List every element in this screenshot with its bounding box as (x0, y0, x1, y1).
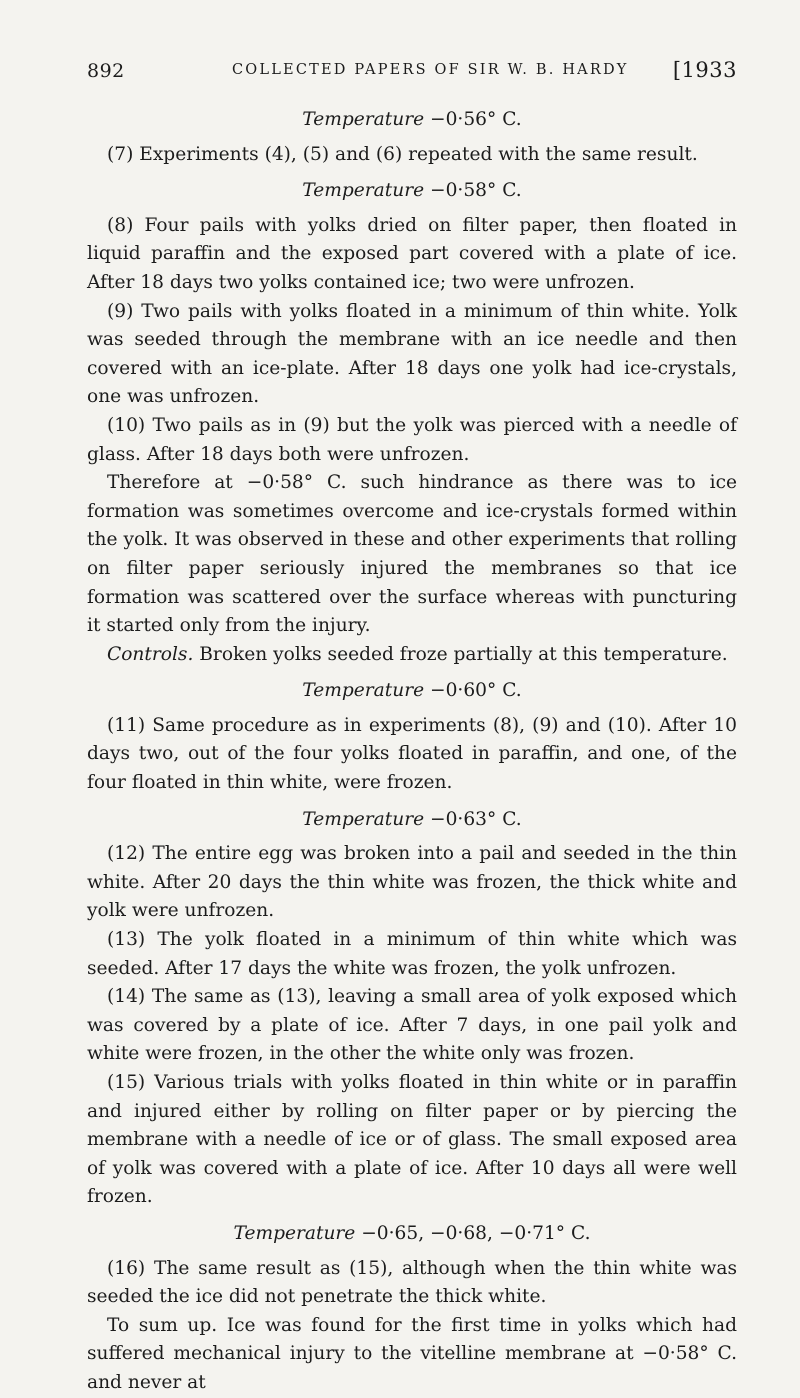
year-marker: [1933 (672, 58, 737, 82)
temperature-value: −0·65, −0·68, −0·71° C. (355, 1222, 591, 1244)
temperature-heading (87, 677, 737, 706)
temperature-heading (87, 177, 737, 206)
running-title: COLLECTED PAPERS OF SIR W. B. HARDY (232, 62, 629, 78)
body-text (87, 98, 737, 1398)
temperature-heading (87, 1220, 737, 1249)
temperature-label: Temperature (302, 180, 425, 202)
paragraph-13: (13) The yolk floated in a minimum of thin white which was seeded. After 17 days the white was frozen, the yolk unfrozen. (87, 929, 737, 979)
paragraph-8: (8) Four pails with yolks dried on filter paper, then floated in liquid paraffin and the exposed part covered with a plate of ice. After 18 days two yolks contained ice; two were unfrozen. (87, 214, 737, 293)
paragraph-7: (7) Experiments (4), (5) and (6) repeated with the same result. (107, 143, 698, 165)
temperature-label: Temperature (302, 109, 425, 130)
temperature-heading (87, 106, 737, 135)
temperature-value: −0·60° C. (424, 680, 522, 702)
paragraph-10: (10) Two pails as in (9) but the yolk was pierced with a needle of glass. After 18 days both were unfrozen. (87, 414, 737, 465)
controls-label: Controls. (107, 643, 194, 665)
temperature-value: −0·56° C. (424, 109, 522, 130)
paragraph-12: (12) The entire egg was broken into a pail and seeded in the thin white. After 20 days the thin white was frozen, the thick white and yolk were unfrozen. (87, 843, 737, 922)
paragraph-11: (11) Same procedure as in experiments (8), (9) and (10). After 10 days two, out of the four yolks floated in paraffin, and one, of the four floated in thin white, were frozen. (87, 714, 737, 794)
temperature-label: Temperature (233, 1222, 356, 1244)
temperature-value: −0·58° C. (424, 180, 522, 202)
paragraph-14: (14) The same as (13), leaving a small area of yolk exposed which was covered by a plate of ice. After 7 days, in one pail yolk and white were frozen, in the other the white only was frozen. (87, 986, 737, 1065)
paragraph-9: (9) Two pails with yolks floated in a minimum of thin white. Yolk was seeded through the membrane with an ice needle and then covered with an ice-plate. After 18 days one yolk had ice-crystals, one was unfrozen. (87, 300, 737, 408)
temperature-value: −0·63° C. (424, 808, 522, 830)
paragraph-15: (15) Various trials with yolks floated in thin white or in paraffin and injured either by rolling on filter paper or by piercing the membrane with a needle of ice or of glass. The small exposed area of yolk was covered with a plate of ice. After 10 days all were well frozen. (87, 1072, 737, 1208)
paragraph-therefore: Therefore at −0·58° C. such hindrance as there was to ice formation was sometimes overcome and ice-crystals formed within the yolk. It was observed in these and other experiments that rolling on filter paper seriously injured the membranes so that ice formation was scattered over the surface whereas with puncturing it started only from the injury. (87, 472, 737, 637)
controls-text: Broken yolks seeded froze partially at this temperature. (193, 643, 728, 665)
temperature-label: Temperature (302, 680, 425, 702)
temperature-heading (87, 806, 737, 835)
paragraph-controls (87, 641, 737, 670)
page-number: 892 (87, 60, 125, 82)
paragraph-16: (16) The same result as (15), although when the thin white was seeded the ice did not penetrate the thick white. (87, 1257, 737, 1308)
temperature-label: Temperature (302, 808, 425, 830)
paragraph-summary: To sum up. Ice was found for the first time in yolks which had suffered mechanical injury to the vitelline membrane at −0·58° C. and never at (87, 1314, 737, 1393)
page-header (87, 58, 737, 88)
